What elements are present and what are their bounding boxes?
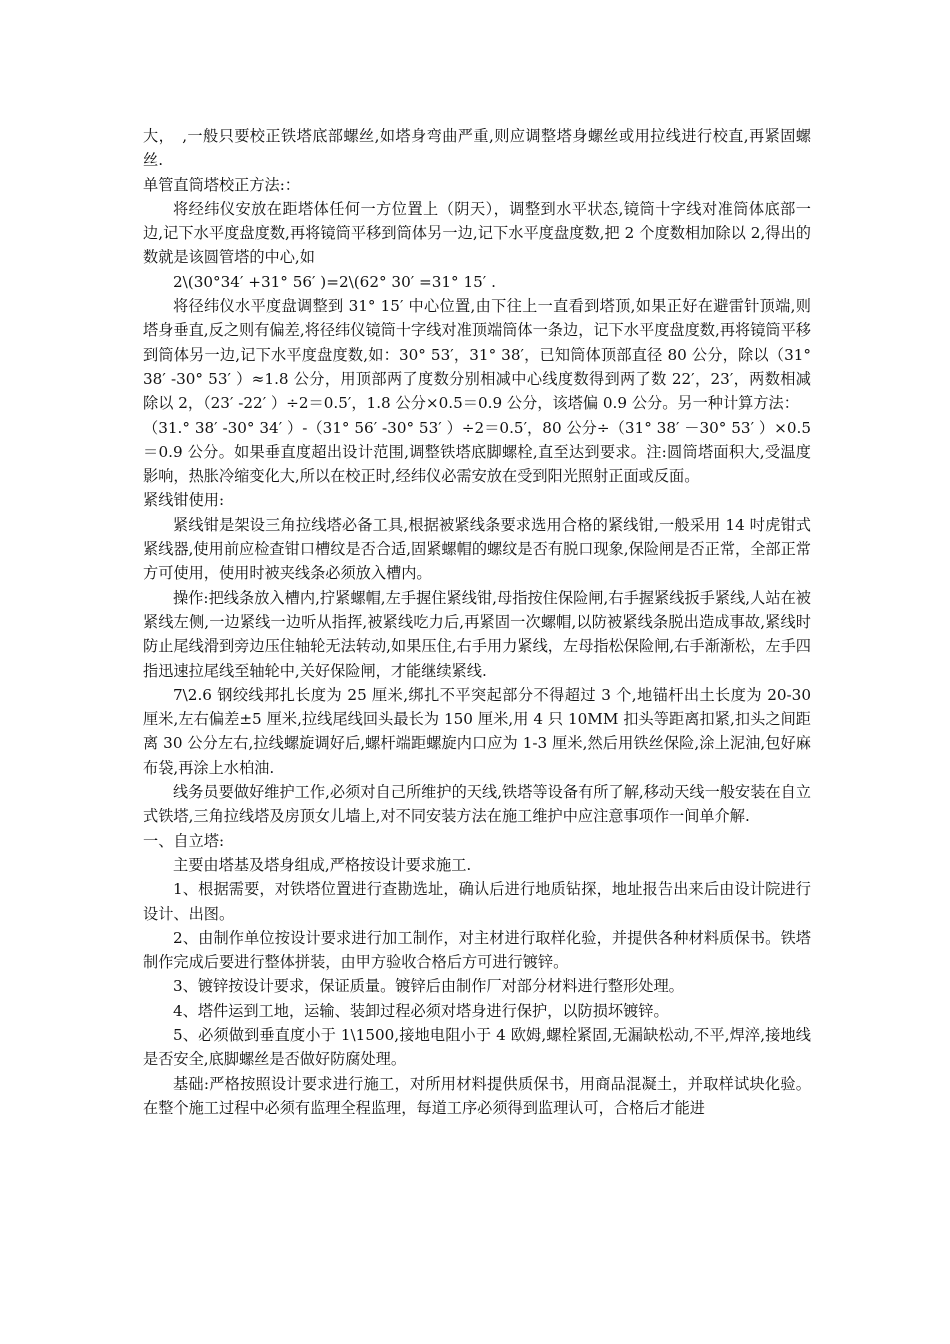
- paragraph: 基础:严格按照设计要求进行施工，对所用材料提供质保书，用商品混凝土，并取样试块化验。在整个施工过程中必须有监理全程监理，每道工序必须得到监理认可，合格后才能进: [143, 1074, 811, 1117]
- formula-line: 2\(30°34′ +31° 56′ )=2\(62° 30′ =31° 15′ .: [173, 272, 496, 291]
- paragraph-intro: 大， ,一般只要校正铁塔底部螺丝,如塔身弯曲严重,则应调整塔身螺丝或用拉线进行校直,再紧固螺丝.: [143, 127, 811, 170]
- list-item: 1、根据需要，对铁塔位置进行查勘选址，确认后进行地质钻探，地址报告出来后由设计院进行设计、出图。: [143, 880, 811, 923]
- document-body: [143, 124, 811, 1120]
- section-heading-tensioner: 紧线钳使用:: [143, 491, 225, 510]
- paragraph: 主要由塔基及塔身组成,严格按设计要求施工.: [173, 855, 472, 874]
- paragraph: 线务员要做好维护工作,必须对自己所维护的天线,铁塔等设备有所了解,移动天线一般安装在自立式铁塔,三角拉线塔及房顶女儿墙上,对不同安装方法在施工维护中应注意事项作一间单介解.: [143, 783, 811, 826]
- paragraph: 操作:把线条放入槽内,拧紧螺帽,左手握住紧线钳,母指按住保险闸,右手握紧线扳手紧线,人站在被紧线左侧,一边紧线一边听从指挥,被紧线吃力后,再紧固一次螺帽,以防被紧线条脱出造成事故,紧线时防止尾线滑到旁边压住轴轮无法转动,如果压住,右手用力紧线，左母指松保险闸,右手渐渐松，左手四指迅速拉尾线至轴轮中,关好保险闸，才能继续紧线.: [143, 588, 811, 680]
- list-item: 2、由制作单位按设计要求进行加工制作，对主材进行取样化验，并提供各种材料质保书。铁塔制作完成后要进行整体拼装，由甲方验收合格后方可进行镀锌。: [143, 928, 811, 972]
- list-item: 3、镀锌按设计要求，保证质量。镀锌后由制作厂对部分材料进行整形处理。: [173, 977, 684, 996]
- paragraph: 紧线钳是架设三角拉线塔必备工具,根据被紧线条要求选用合格的紧线钳,一般采用 14 吋虎钳式紧线器,使用前应检查钳口槽纹是否合适,固紧螺帽的螺纹是否有脱口现象,保险闸是否正常，全部正常方可使用，使用时被夹线条必须放入槽内。: [143, 515, 811, 583]
- section-heading-pipe-tower: 单管直筒塔校正方法:：: [143, 175, 300, 194]
- paragraph: 将经纬仪安放在距塔体任何一方位置上（阴天），调整到水平状态,镜筒十字线对准筒体底部一边,记下水平度盘度数,再将镜筒平移到筒体另一边,记下水平度盘度数,把 2 个度数相加除以 2,得出的数就是该圆管塔的中心,如: [143, 199, 811, 267]
- list-item: 4、塔件运到工地，运输、装卸过程必须对塔身进行保护，以防损坏镀锌。: [173, 1001, 669, 1020]
- section-heading-self-standing-tower: 一、自立塔:: [143, 831, 225, 850]
- paragraph: （31.° 38′ -30° 34′ ）-（31° 56′ -30° 53′ ）÷2＝0.5′，80 公分÷（31° 38′ －30° 53′ ）×0.5＝0.9 公分。如果垂直度超出设计范围,调整铁塔底脚螺栓,直至达到要求。注:圆筒塔面积大,受温度影响，热胀冷缩变化大,所以在校正时,经纬仪必需安放在受到阳光照射正面或反面。: [143, 418, 811, 486]
- paragraph: 7\2.6 钢绞线邦扎长度为 25 厘米,绑扎不平突起部分不得超过 3 个,地锚杆出土长度为 20-30 厘米,左右偏差±5 厘米,拉线尾线回头最长为 150 厘米,用 4 只 10MM 扣头等距离扣紧,扣头之间距离 30 公分左右,拉线螺旋调好后,螺杆端距螺旋内口应为 1-3 厘米,然后用铁丝保险,涂上泥油,包好麻布袋,再涂上水柏油.: [143, 685, 811, 777]
- list-item: 5、必须做到垂直度小于 1\1500,接地电阻小于 4 欧姆,螺栓紧固,无漏缺松动,不平,焊淬,接地线是否安全,底脚螺丝是否做好防腐处理。: [143, 1025, 811, 1069]
- paragraph: 将径纬仪水平度盘调整到 31° 15′ 中心位置,由下往上一直看到塔顶,如果正好在避雷针顶端,则塔身垂直,反之则有偏差,将径纬仪镜筒十字线对准顶端筒体一条边，记下水平度盘度数,再将镜筒平移到筒体另一边,记下水平度盘度数,如：30° 53′，31° 38′，已知筒体顶部直径 80 公分，除以（31° 38′ -30° 53′ ）≈1.8 公分，用顶部两了度数分别相减中心线度数得到两了数 22′，23′，两数相减除以 2，（23′ -22′ ）÷2＝0.5′，1.8 公分×0.5＝0.9 公分，该塔偏 0.9 公分。另一种计算方法：: [143, 297, 811, 413]
